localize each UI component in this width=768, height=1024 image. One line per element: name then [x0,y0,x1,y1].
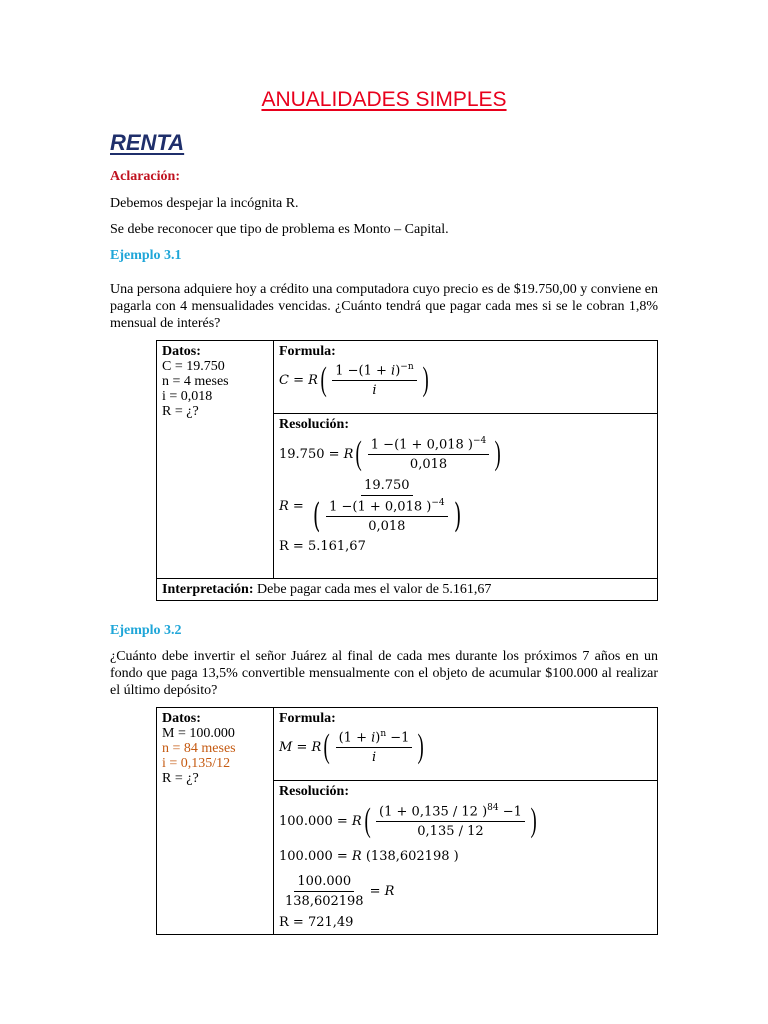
dato-item: R = ¿? [162,771,199,786]
formula-label: Formula: [279,711,336,726]
resolucion-cell [274,414,658,579]
dato-item: C = 19.750 [162,359,225,374]
formula-cell [274,341,658,414]
resolucion-label: Resolución: [279,784,349,799]
dato-item: i = 0,018 [162,389,213,404]
example-2-problem: ¿Cuánto debe invertir el señor Juárez al final de cada mes durante los próximos 7 años en un fondo que paga 13,5% convertible mensualmente con el objeto de acumular $100.000 al realizar el último depósito? [110,649,658,698]
resolucion-label: Resolución: [279,417,349,432]
interpretacion-cell [157,579,658,601]
example-2-table [156,707,658,935]
example-1-table [156,340,658,601]
example-1-heading: Ejemplo 3.1 [110,248,182,263]
aclaracion-line-1: Debemos despejar la incógnita R. [110,196,299,211]
aclaracion-line-2: Se debe reconocer que tipo de problema es Monto – Capital. [110,222,449,237]
document-title: ANUALIDADES SIMPLES [261,88,507,111]
aclaracion-label: Aclaración: [110,169,180,184]
resolution-step-2: 100.000 = R (138,602198 ) [279,848,459,864]
interpretacion-text: Debe pagar cada mes el valor de 5.161,67 [257,582,492,597]
formula-equation: C = R ( $\frac{1 -(1 + i)^{-n}}{i}$ ) [279,361,429,399]
dato-item: M = 100.000 [162,726,235,741]
dato-item-highlight: n = 84 meses [162,741,236,756]
interpretacion-label: Interpretación: [162,582,254,597]
resolution-step-2: R = 19.750 ( $\frac{1 -(1 + 0,018 )^{-4}}{0,018}$ ) [279,477,461,536]
formula-cell [274,708,658,781]
dato-item: R = ¿? [162,404,199,419]
resolucion-cell [274,781,658,935]
section-title: RENTA [110,130,185,155]
datos-cell [157,708,274,935]
datos-label: Datos: [162,711,201,726]
resolution-step-3: $\frac{100.000}{138,602198}$ = R [285,873,395,909]
resolution-step-1: 19.750 = R ( $\frac{1 -(1 + 0,018 )^{-4}}{0,018}$ ) [279,435,502,473]
resolution-step-1: 100.000 = R ( $\frac{(1 + 0,135 / 12 )^{84} -1}{0,135 / 12}$ ) [279,802,537,840]
dato-item: n = 4 meses [162,374,229,389]
datos-cell [157,341,274,579]
formula-label: Formula: [279,344,336,359]
example-1-problem: Una persona adquiere hoy a crédito una computadora cuyo precio es de $19.750,00 y conviene en pagarla con 4 mensualidades vencidas. ¿Cuánto tendrá que pagar cada mes si se le cobran 1,8% mensual de interés? [110,282,658,331]
resolution-result: R = 721,49 [279,915,354,930]
datos-label: Datos: [162,344,201,359]
resolution-result: R = 5.161,67 [279,539,366,554]
formula-equation: M = R ( $\frac{(1 + i)^n -1}{i}$ ) [279,728,425,766]
example-2-heading: Ejemplo 3.2 [110,623,182,638]
dato-item-highlight: i = 0,135/12 [162,756,231,771]
